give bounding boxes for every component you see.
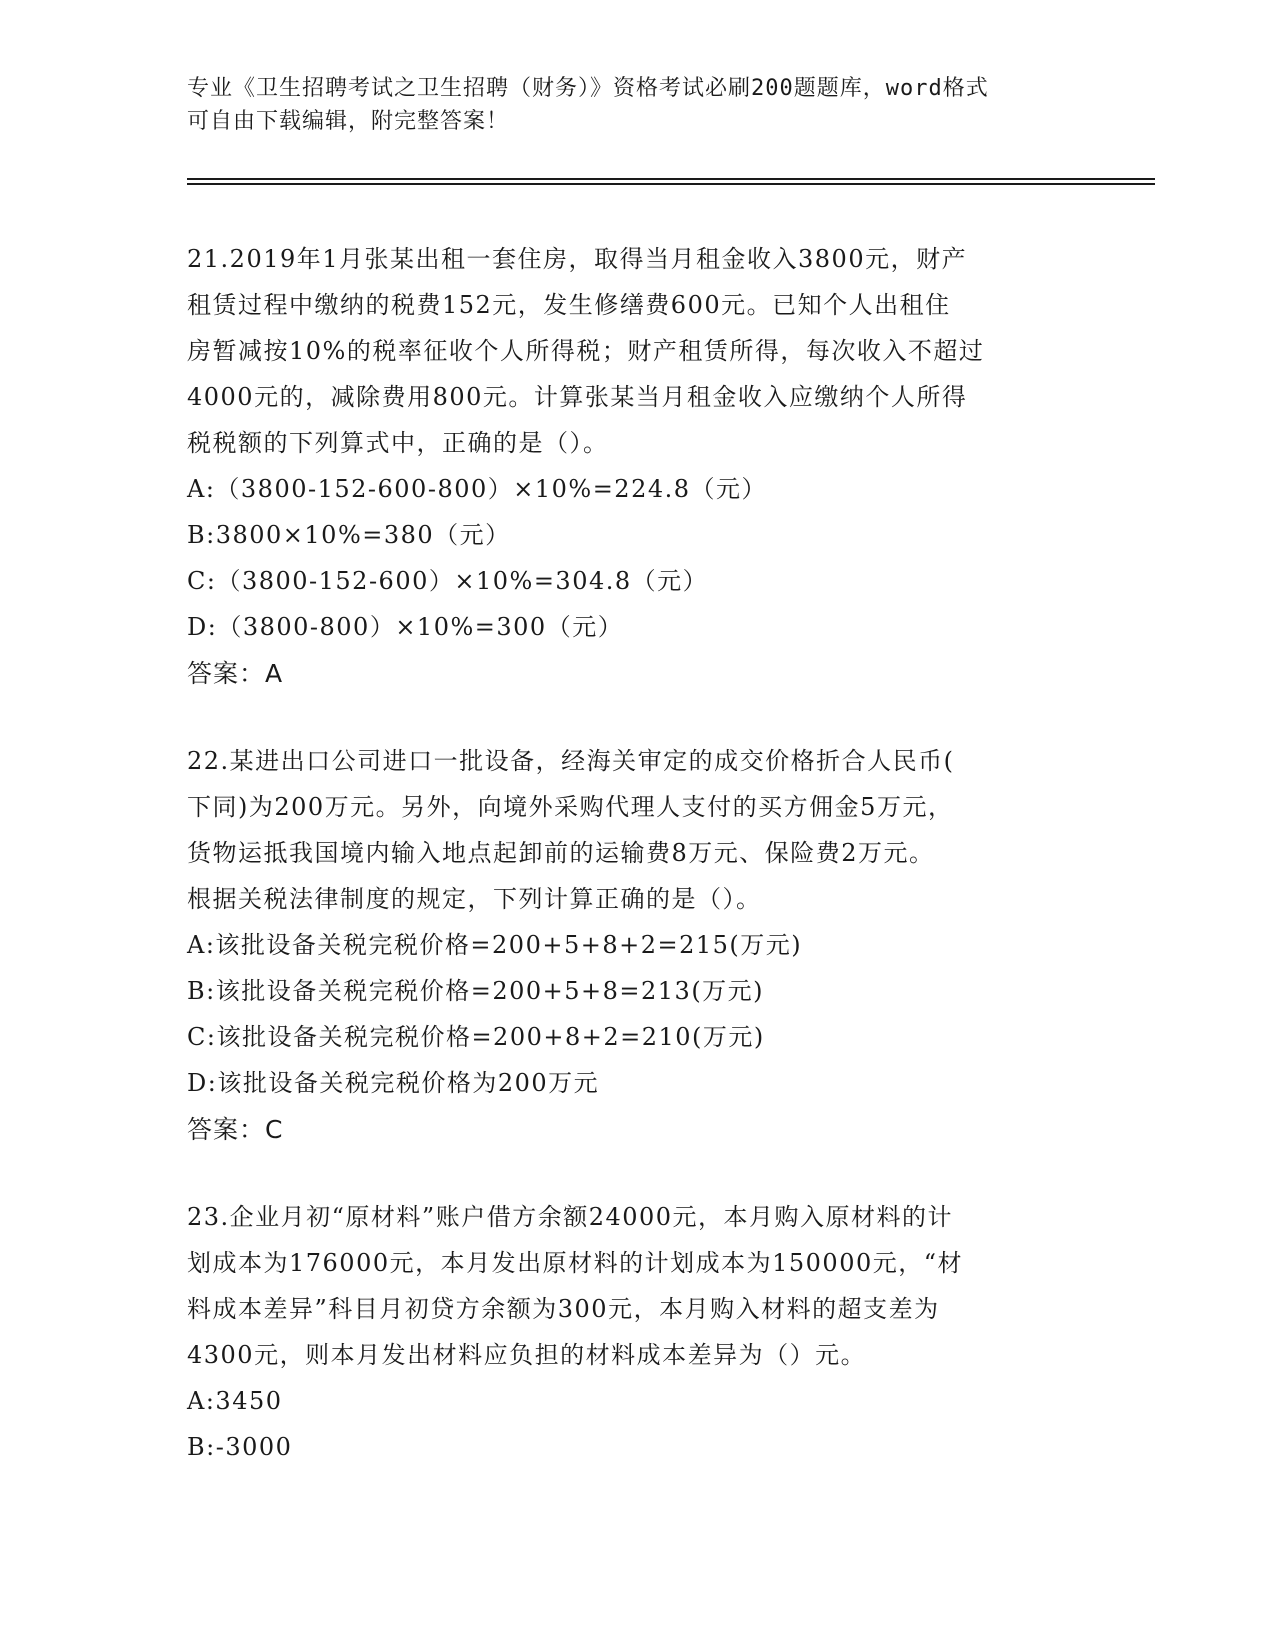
- document-header: [187, 72, 1087, 138]
- stem-line: 税税额的下列算式中，正确的是（）。: [187, 429, 609, 457]
- stem-line: 货物运抵我国境内输入地点起卸前的运输费8万元、保险费2万元。: [187, 839, 935, 867]
- header-divider-bottom: [187, 183, 1155, 185]
- question-22: [187, 738, 1087, 1154]
- stem-line: 23.企业月初“原材料”账户借方余额24000元，本月购入原材料的计: [187, 1203, 954, 1231]
- stem-line: 下同)为200万元。另外，向境外采购代理人支付的买方佣金5万元，: [187, 793, 954, 821]
- option-d: D:（3800-800）×10%=300（元）: [187, 613, 624, 641]
- option-a: A:（3800-152-600-800）×10%=224.8（元）: [187, 475, 768, 503]
- header-divider-top: [187, 178, 1155, 180]
- option-b: B:该批设备关税完税价格=200+5+8=213(万元): [187, 977, 765, 1005]
- header-line: 专业《卫生招聘考试之卫生招聘（财务）》资格考试必刷200题题库，word格式: [187, 76, 989, 101]
- option-d: D:该批设备关税完税价格为200万元: [187, 1069, 600, 1097]
- question-stem: [187, 236, 1087, 466]
- header-line: 可自由下载编辑，附完整答案！: [187, 109, 510, 134]
- stem-line: 根据关税法律制度的规定，下列计算正确的是（）。: [187, 885, 762, 913]
- option-a: A:该批设备关税完税价格=200+5+8+2=215(万元): [187, 931, 803, 959]
- answer-line: 答案：A: [187, 659, 284, 688]
- option-a: A:3450: [187, 1387, 283, 1415]
- option-b: B:-3000: [187, 1433, 293, 1461]
- answer-line: 答案：C: [187, 1115, 284, 1144]
- stem-line: 租赁过程中缴纳的税费152元，发生修缮费600元。已知个人出租住: [187, 291, 951, 319]
- question-list: [187, 236, 1087, 1510]
- stem-line: 房暂减按10%的税率征收个人所得税；财产租赁所得，每次收入不超过: [187, 337, 985, 365]
- stem-line: 4000元的，减除费用800元。计算张某当月租金收入应缴纳个人所得: [187, 383, 968, 411]
- option-b: B:3800×10%=380（元）: [187, 521, 511, 549]
- option-c: C:该批设备关税完税价格=200+8+2=210(万元): [187, 1023, 765, 1051]
- question-21: [187, 236, 1087, 698]
- stem-line: 4300元，则本月发出材料应负担的材料成本差异为（）元。: [187, 1341, 867, 1369]
- stem-line: 划成本为176000元，本月发出原材料的计划成本为150000元，“材: [187, 1249, 964, 1277]
- question-23: [187, 1194, 1087, 1470]
- stem-line: 22.某进出口公司进口一批设备，经海关审定的成交价格折合人民币(: [187, 747, 955, 775]
- option-c: C:（3800-152-600）×10%=304.8（元）: [187, 567, 709, 595]
- question-stem: [187, 738, 1087, 922]
- stem-line: 料成本差异”科目月初贷方余额为300元，本月购入材料的超支差为: [187, 1295, 940, 1323]
- stem-line: 21.2019年1月张某出租一套住房，取得当月租金收入3800元，财产: [187, 245, 968, 273]
- question-stem: [187, 1194, 1087, 1378]
